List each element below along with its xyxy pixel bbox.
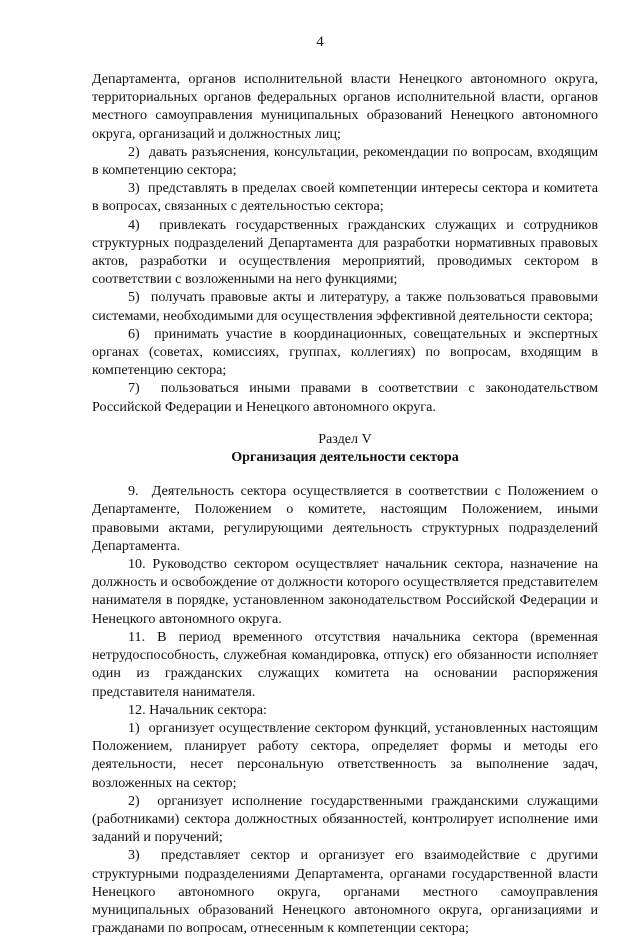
document-body bbox=[92, 70, 598, 937]
paragraph-clause-9: 9. Деятельность сектора осуществляется в соответствии с Положением о Департаменте, Положением о комитете, настоящим Положением, иными правовыми актами, регулирующими деятельность структурных подразделений Департамента. bbox=[92, 483, 598, 554]
paragraph-right-3: 3) представлять в пределах своей компетенции интересы сектора и комитета в вопросах, связанных с деятельностью сектора; bbox=[92, 180, 598, 215]
section-number: Раздел V bbox=[318, 430, 372, 447]
section-title: Организация деятельности сектора bbox=[231, 449, 459, 466]
paragraph-continuation: Департамента, органов исполнительной власти Ненецкого автономного округа, территориальных органов федеральных органов исполнительной власти, органов местного самоуправления муниципальных образований Ненецкого автономного округа, организаций и должностных лиц; bbox=[92, 71, 598, 142]
paragraph-clause-12: 12. Начальник сектора: bbox=[128, 701, 267, 718]
paragraph-right-4: 4) привлекать государственных гражданских служащих и сотрудников структурных подразделений Департамента для разработки нормативных правовых актов, разработки и осуществления мероприятий, проводимых сектором в соответствии с возложенными на него функциями; bbox=[92, 216, 598, 288]
paragraph-duty-2: 2) организует исполнение государственными гражданскими служащими (работниками) сектора должностных обязанностей, контролирует исполнение ими заданий и поручений; bbox=[92, 792, 598, 846]
paragraph-right-2: 2) давать разъяснения, консультации, рекомендации по вопросам, входящим в компетенцию сектора; bbox=[92, 143, 598, 179]
paragraph-right-5: 5) получать правовые акты и литературу, а также пользоваться правовыми системами, необходимыми для осуществления эффективной деятельности сектора; bbox=[92, 289, 598, 324]
paragraph-clause-11: 11. В период временного отсутствия начальника сектора (временная нетрудоспособность, служебная командировка, отпуск) его обязанности исполняет один из гражданских служащих комитета на основании распоряжения представителя нанимателя. bbox=[92, 628, 598, 700]
page-number: 4 bbox=[316, 34, 324, 50]
paragraph-right-7: 7) пользоваться иными правами в соответствии с законодательством Российской Федерации и Ненецкого автономного округа. bbox=[92, 380, 598, 415]
section-heading bbox=[92, 430, 598, 466]
paragraph-duty-3: 3) представляет сектор и организует его взаимодействие с другими структурными подразделениями Департамента, органами государственной власти Ненецкого автономного округа, органами местного самоуправления муниципальных образований Ненецкого автономного округа, организациями и гражданами по вопросам, отнесенным к компетенции сектора; bbox=[92, 847, 598, 937]
paragraph-duty-1: 1) организует осуществление сектором функций, установленных настоящим Положением, планирует работу сектора, определяет формы и методы его деятельности, несет персональную ответственность за выполнение задач, возложенных на сектор; bbox=[92, 719, 598, 791]
paragraph-clause-10: 10. Руководство сектором осуществляет начальник сектора, назначение на должность и освобождение от должности которого осуществляется представителем нанимателя в порядке, установленном законодательством Российской Федерации и Ненецкого автономного округа. bbox=[92, 556, 598, 627]
paragraph-right-6: 6) принимать участие в координационных, совещательных и экспертных органах (советах, комиссиях, группах, коллегиях) по вопросам, входящим в компетенцию сектора; bbox=[92, 325, 598, 379]
